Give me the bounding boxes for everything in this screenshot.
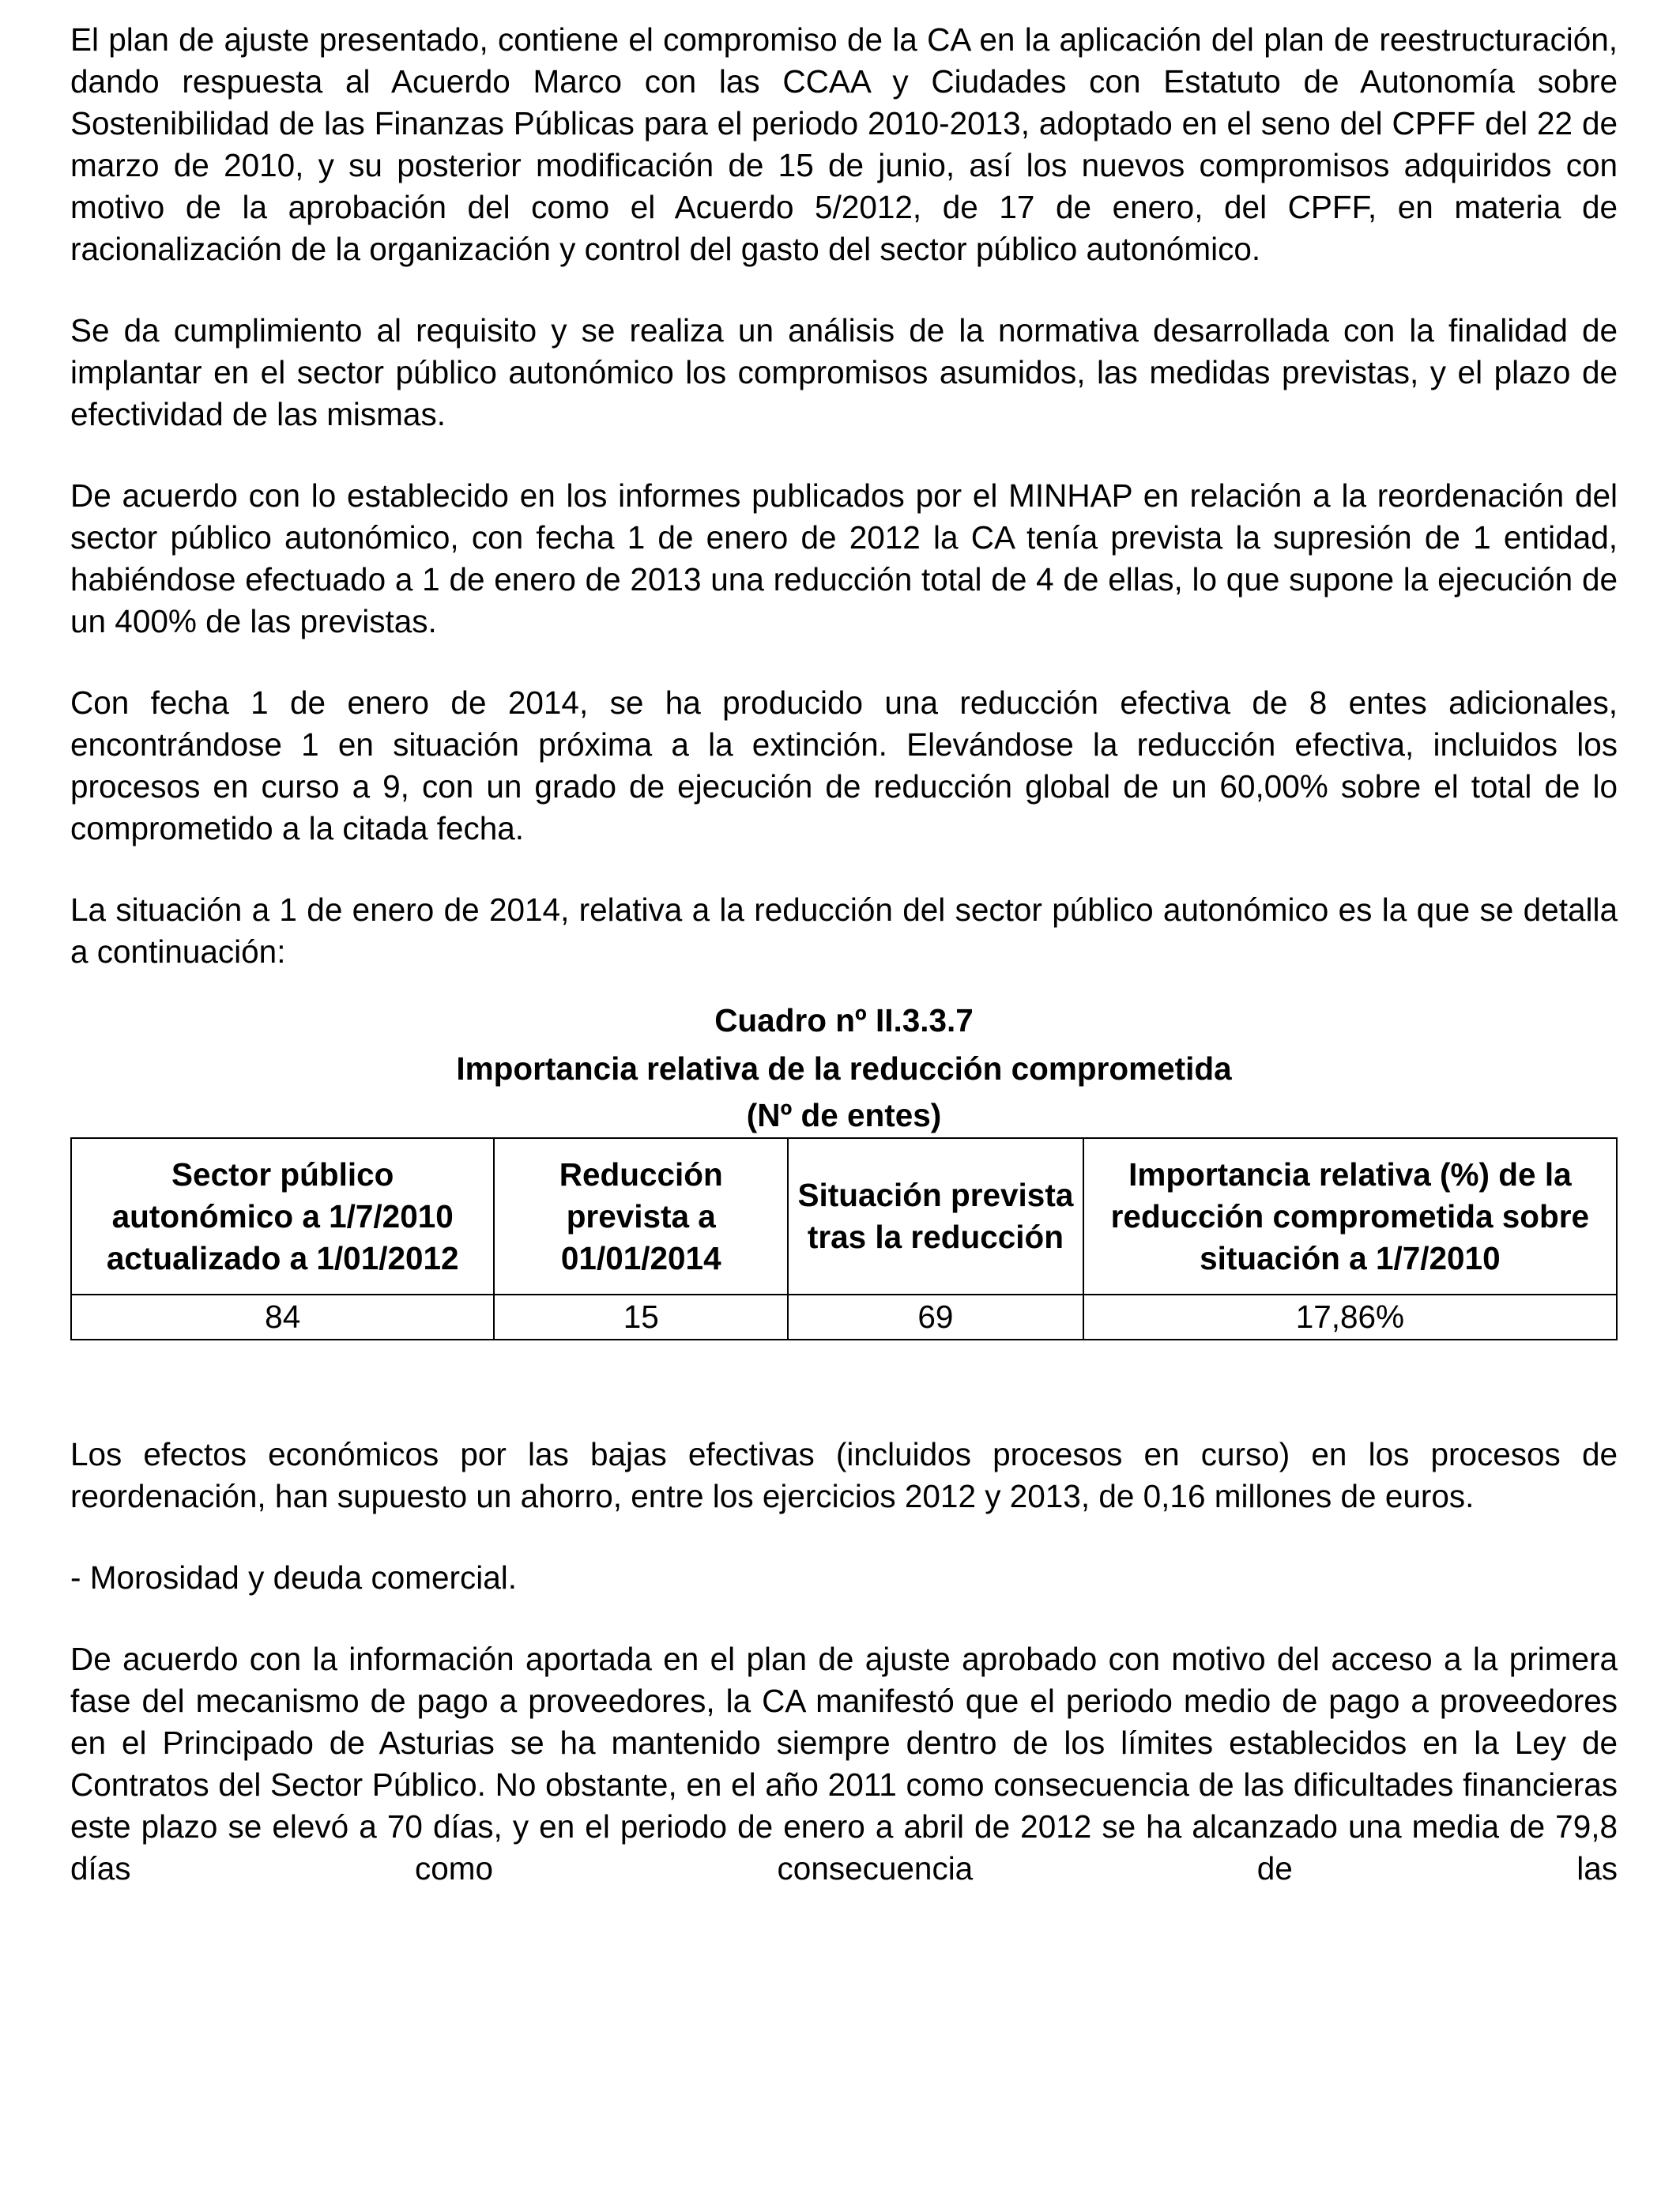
paragraph-reordenacion: De acuerdo con lo establecido en los informes publicados por el MINHAP en relación a la reordenación del sector público autonómico, con fecha 1 de enero de 2012 la CA tenía prevista la supresión de 1 entidad, habiéndose efectuado a 1 de enero de 2013 una reducción total de 4 de ellas, lo que supone la ejecución de un 400% de las previstas. (70, 477, 1618, 639)
document-page (70, 19, 1618, 1929)
cell-reduccion-prevista: 15 (494, 1295, 788, 1340)
cell-importancia-relativa: 17,86% (1083, 1295, 1617, 1340)
paragraph-pago-proveedores: De acuerdo con la información aportada en el plan de ajuste aprobado con motivo del acceso a la primera fase del mecanismo de pago a proveedores, la CA manifestó que el periodo medio de pago a proveedores en el Principado de Asturias se ha mantenido siempre dentro de los límites establecidos en la Ley de Contratos del Sector Público. No obstante, en el año 2011 como consecuencia de las dificultades financieras este plazo se elevó a 70 días, y en el periodo de enero a abril de 2012 se ha alcanzado una media de 79,8 días como consecuencia de las (70, 1641, 1618, 1887)
header-sector-publico: Sector público autonómico a 1/7/2010 actualizado a 1/01/2012 (71, 1138, 494, 1295)
cell-situacion-prevista: 69 (788, 1295, 1083, 1340)
table-title: Importancia relativa de la reducción comprometida (456, 1050, 1232, 1087)
table-header-row (71, 1138, 1617, 1295)
header-importancia-relativa: Importancia relativa (%) de la reducción comprometida sobre situación a 1/7/2010 (1083, 1138, 1617, 1295)
paragraph-cumplimiento: Se da cumplimiento al requisito y se realiza un análisis de la normativa desarrollada con la finalidad de implantar en el sector público autonómico los compromisos asumidos, las medidas previstas, y el plazo de efectividad de las mismas. (70, 312, 1618, 432)
header-reduccion-prevista: Reducción prevista a 01/01/2014 (494, 1138, 788, 1295)
table-caption (70, 997, 1618, 1137)
cell-sector-publico: 84 (71, 1295, 494, 1340)
header-situacion-prevista: Situación prevista tras la reducción (788, 1138, 1083, 1295)
paragraph-plan-ajuste: El plan de ajuste presentado, contiene el compromiso de la CA en la aplicación del plan de reestructuración, dando respuesta al Acuerdo Marco con las CCAA y Ciudades con Estatuto de Autonomía sobre Sostenibilidad de las Finanzas Públicas para el periodo 2010-2013, adoptado en el seno del CPFF del 22 de marzo de 2010, y su posterior modificación de 15 de junio, así los nuevos compromisos adquiridos con motivo de la aprobación del como el Acuerdo 5/2012, de 17 de enero, del CPFF, en materia de racionalización de la organización y control del gasto del sector público autonómico. (70, 21, 1618, 267)
table-unit: (Nº de entes) (746, 1097, 942, 1133)
section-heading-morosidad: - Morosidad y deuda comercial. (70, 1559, 518, 1596)
paragraph-situacion: La situación a 1 de enero de 2014, relativa a la reducción del sector público autonómico es la que se detalla a continuación: (70, 892, 1618, 970)
paragraph-reduccion-2014: Con fecha 1 de enero de 2014, se ha producido una reducción efectiva de 8 entes adicionales, encontrándose 1 en situación próxima a la extinción. Elevándose la reducción efectiva, incluidos los procesos en curso a 9, con un grado de ejecución de reducción global de un 60,00% sobre el total de lo comprometido a la citada fecha. (70, 684, 1618, 846)
reduction-table (70, 1137, 1618, 1340)
paragraph-efectos-economicos: Los efectos económicos por las bajas efectivas (incluidos procesos en curso) en los procesos de reordenación, han supuesto un ahorro, entre los ejercicios 2012 y 2013, de 0,16 millones de euros. (70, 1436, 1618, 1514)
table-row (71, 1295, 1617, 1340)
table-number: Cuadro nº II.3.3.7 (714, 1002, 974, 1039)
